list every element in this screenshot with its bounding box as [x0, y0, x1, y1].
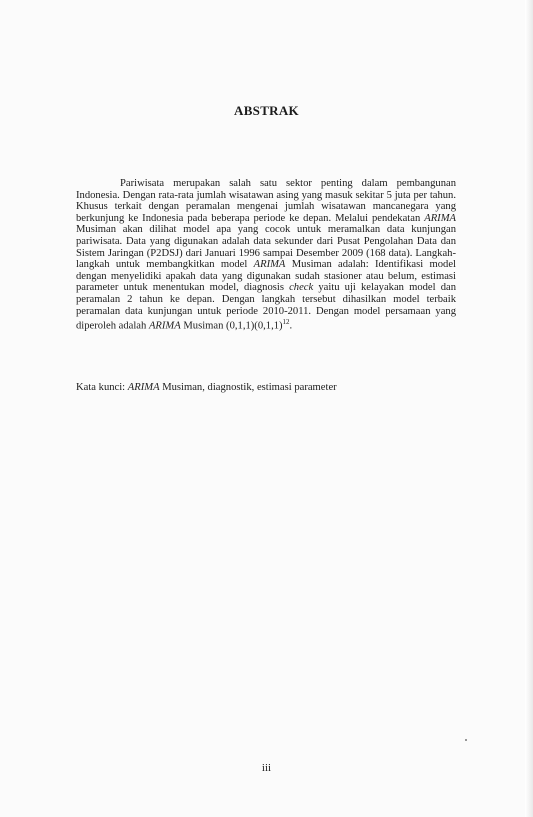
keywords-rest: Musiman, diagnostik, estimasi parameter — [159, 382, 337, 393]
page-number: iii — [261, 762, 272, 774]
abstract-text-5: Musiman (0,1,1)(0,1,1) — [180, 320, 283, 332]
abstract-text-3: Musiman adalah: Identifikasi model dengan menyelidiki apakah data yang digunakan sudah stasioner atau belum, estimasi parameter untuk menentukan model, diagnosis — [76, 259, 456, 294]
abstract-text-1: Pariwisata merupakan salah satu sektor penting dalam pembangunan Indonesia. Dengan rata-rata jumlah wisatawan asing yang masuk sekitar 5 juta per tahun. Khusus terkait dengan peramalan mengenai jumlah wisatawan mancanegara yang berkunjung ke Indonesia pada beberapa periode ke depan. Melalui pendekatan — [76, 178, 456, 224]
keyword-arima: ARIMA — [127, 382, 160, 393]
page-edge-shadow — [525, 0, 533, 817]
abstract-text-4: yaitu uji kelayakan model dan peramalan 2 tahun ke depan. Dengan langkah tersebut dihasilkan model terbaik peramalan data kunjungan untuk periode 2010-2011. Dengan model persamaan yang diperoleh adalah — [76, 282, 457, 332]
page-title: ABSTRAK — [234, 103, 299, 118]
abstract-body — [76, 178, 456, 332]
abstract-text-end: . — [289, 320, 293, 332]
abstract-paragraph — [76, 178, 456, 332]
arima-term: ARIMA — [253, 259, 286, 271]
keywords-label: Kata kunci: — [76, 382, 128, 393]
abstract-text-2: Musiman akan dilihat model apa yang cocok untuk meramalkan data kunjungan pariwisata. Data yang digunakan adalah data sekunder dari Pusat Pengolahan Data dan Sistem Jaringan (P2DSJ) dari Januari 1996 sampai Desember 2009 (168 data). Langkah-langkah untuk membangkitkan model — [76, 224, 456, 271]
arima-term: ARIMA — [148, 320, 181, 332]
check-term: check — [289, 282, 314, 294]
scan-speck — [465, 739, 467, 741]
keywords-line — [76, 382, 456, 394]
arima-term: ARIMA — [424, 212, 456, 224]
seasonal-period-superscript: 12 — [282, 318, 290, 327]
